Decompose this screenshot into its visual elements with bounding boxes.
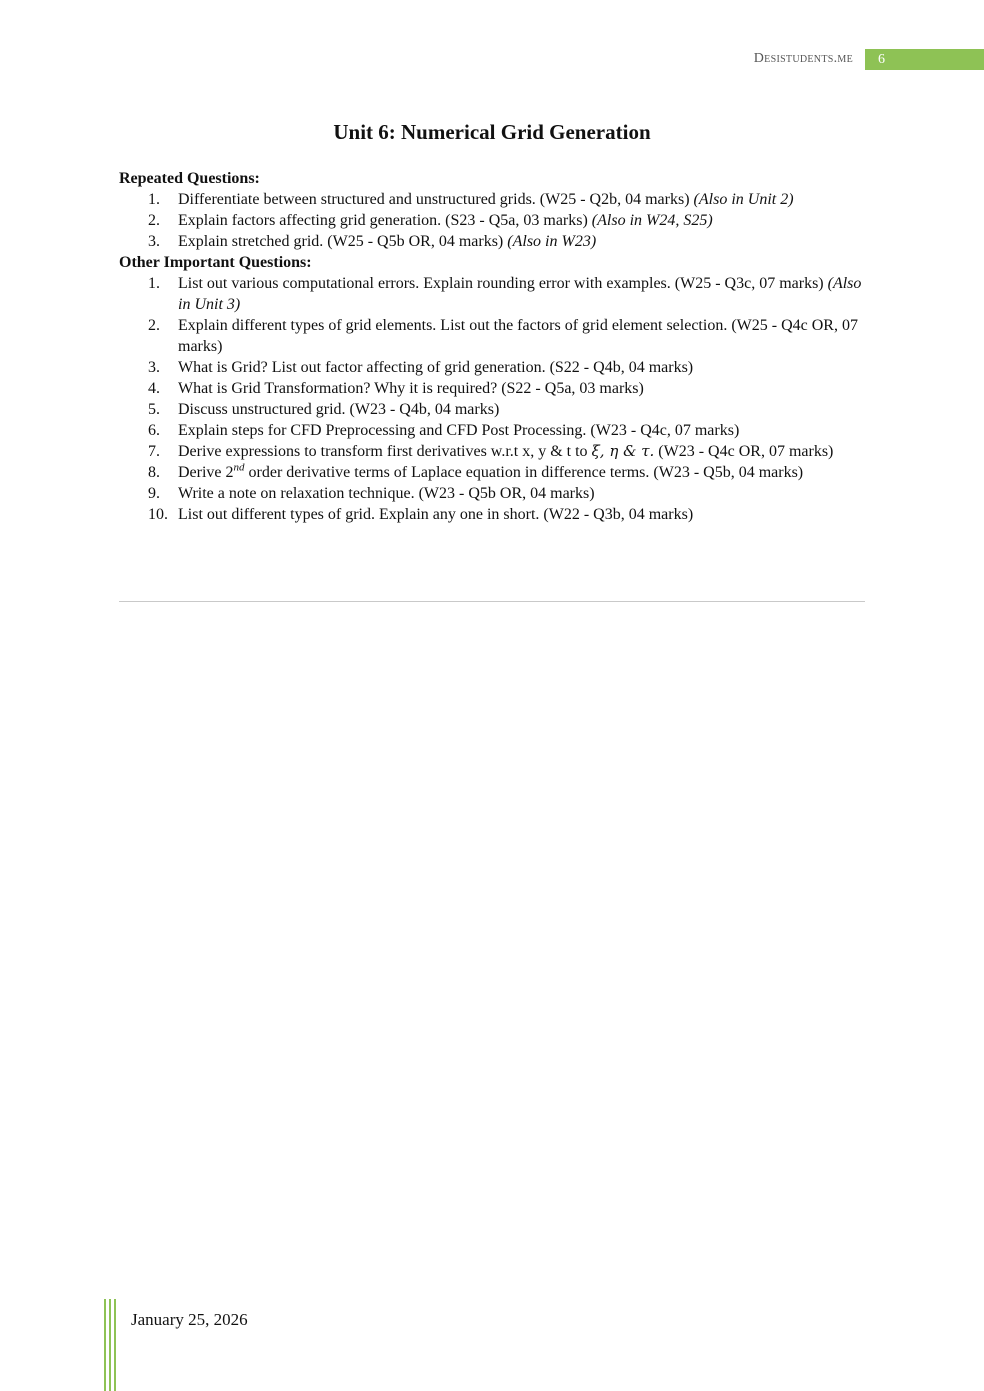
item-number: 1. [148, 275, 160, 292]
page-number-badge [865, 49, 984, 70]
item-text: Explain different types of grid elements. List out the factors of grid element selection. (W25 - Q4c OR, 07 marks) [178, 317, 858, 355]
footer-accent-lines [104, 1299, 118, 1391]
other-questions-heading: Other Important Questions: [119, 254, 312, 271]
footer-date: January 25, 2026 [131, 1310, 248, 1329]
item-number: 9. [148, 485, 160, 502]
item-number: 1. [148, 191, 160, 208]
list-item [119, 378, 865, 399]
list-item [119, 399, 865, 420]
item-text: Discuss unstructured grid. (W23 - Q4b, 04 marks) [178, 401, 500, 418]
page-title: Unit 6: Numerical Grid Generation [333, 120, 651, 144]
item-text-tail: (W23 - Q4c OR, 07 marks) [654, 443, 834, 460]
item-text: Write a note on relaxation technique. (W23 - Q5b OR, 04 marks) [178, 485, 595, 502]
item-note: (Also in W24, S25) [591, 212, 713, 229]
item-text: Differentiate between structured and unstructured grids. (W25 - Q2b, 04 marks) [178, 191, 694, 208]
item-number: 3. [148, 359, 160, 376]
item-note: (Also in Unit 3) [178, 275, 862, 313]
superscript: nd [233, 461, 245, 474]
list-item [119, 462, 865, 483]
item-number: 8. [148, 464, 160, 481]
item-number: 4. [148, 380, 160, 397]
item-text: List out various computational errors. Explain rounding error with examples. (W25 - Q3c, 07 marks) [178, 275, 828, 292]
item-text: Explain factors affecting grid generation. (S23 - Q5a, 03 marks) [178, 212, 592, 229]
other-questions-list [119, 273, 865, 525]
repeated-questions-heading: Repeated Questions: [119, 170, 260, 187]
list-item [119, 441, 865, 462]
item-text: Explain stretched grid. (W25 - Q5b OR, 04 marks) [178, 233, 508, 250]
list-item [119, 315, 865, 357]
repeated-questions-list [119, 189, 865, 252]
item-text: What is Grid Transformation? Why it is required? (S22 - Q5a, 03 marks) [178, 380, 644, 397]
item-text: What is Grid? List out factor affecting of grid generation. (S22 - Q4b, 04 marks) [178, 359, 694, 376]
list-item [119, 273, 865, 315]
section-divider [119, 601, 865, 602]
item-number: 10. [148, 506, 168, 523]
item-note: (Also in W23) [507, 233, 597, 250]
item-text: Derive expressions to transform first derivatives w.r.t x, y & t to [178, 443, 592, 460]
item-text: Derive 2 [178, 464, 234, 481]
item-number: 5. [148, 401, 160, 418]
item-number: 2. [148, 212, 160, 229]
list-item [119, 504, 865, 525]
item-number: 2. [148, 317, 160, 334]
list-item [119, 357, 865, 378]
page-number: 6 [878, 51, 885, 67]
site-brand: Desistudents.me [753, 51, 853, 66]
list-item [119, 189, 865, 210]
list-item [119, 483, 865, 504]
item-text-tail: order derivative terms of Laplace equation in difference terms. (W23 - Q5b, 04 marks) [244, 464, 804, 481]
math-expression: ξ, η & τ. [591, 442, 655, 460]
question-content [119, 168, 865, 525]
item-number: 3. [148, 233, 160, 250]
item-number: 6. [148, 422, 160, 439]
list-item [119, 210, 865, 231]
list-item [119, 231, 865, 252]
item-text: Explain steps for CFD Preprocessing and CFD Post Processing. (W23 - Q4c, 07 marks) [178, 422, 740, 439]
item-text: List out different types of grid. Explain any one in short. (W22 - Q3b, 04 marks) [178, 506, 694, 523]
item-note: (Also in Unit 2) [693, 191, 794, 208]
list-item [119, 420, 865, 441]
item-number: 7. [148, 443, 160, 460]
